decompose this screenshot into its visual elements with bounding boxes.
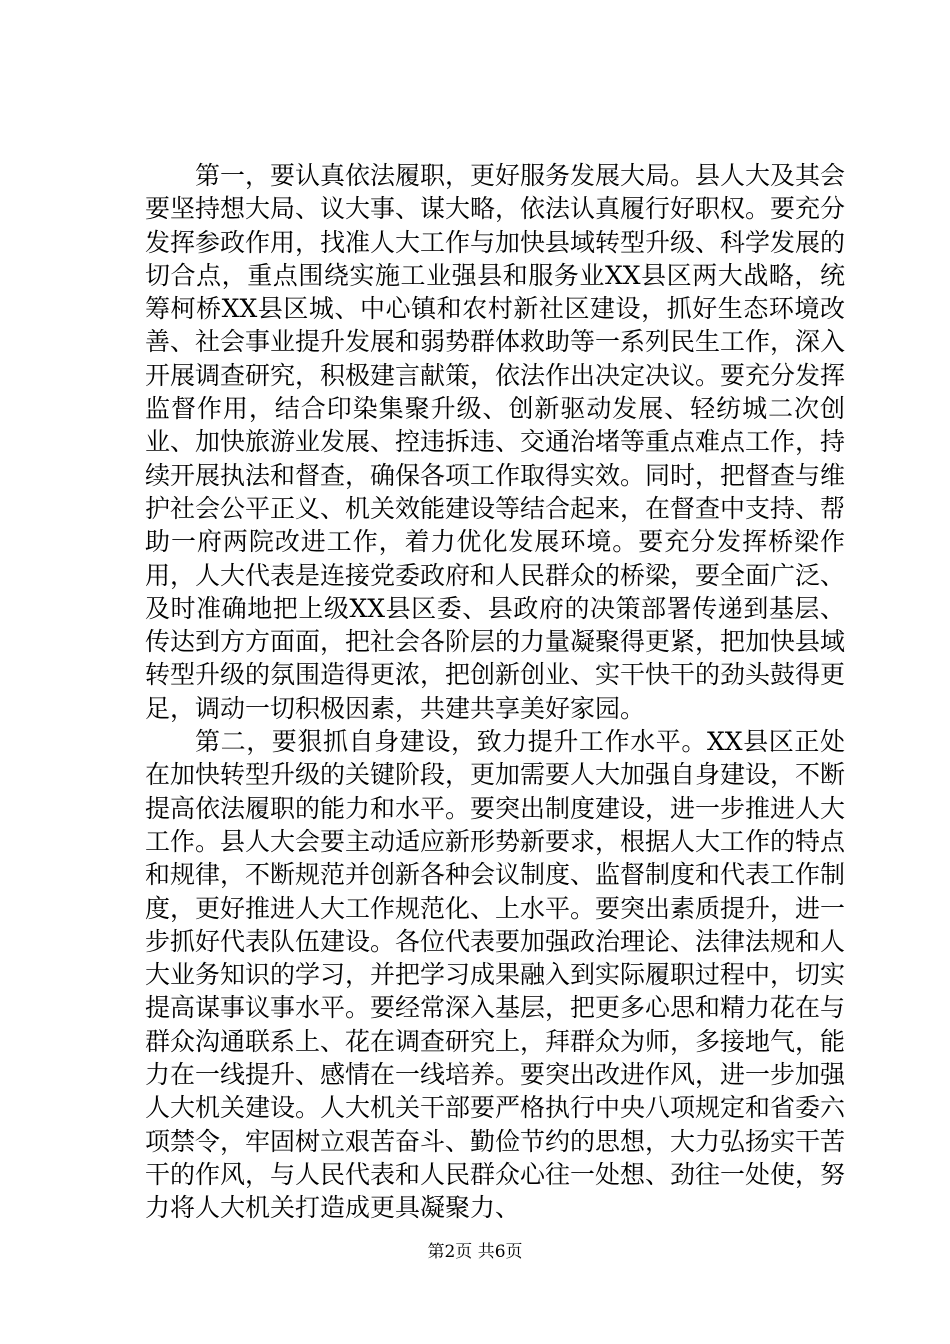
paragraph-1: 第一，要认真依法履职，更好服务发展大局。县人大及其会要坚持想大局、议大事、谋大略，依法认真履行好职权。要充分发挥参政作用，找准人大工作与加快县域转型升级、科学发展的切合点，重点围绕实施工业强县和服务业XX县区两大战略，统筹柯桥XX县区城、中心镇和农村新社区建设，抓好生态环境改善、社会事业提升发展和弱势群体救助等一系列民生工作，深入开展调查研究，积极建言献策，依法作出决定决议。要充分发挥监督作用，结合印染集聚升级、创新驱动发展、轻纺城二次创业、加快旅游业发展、控违拆违、交通治堵等重点难点工作，持续开展执法和督查，确保各项工作取得实效。同时，把督查与维护社会公平正义、机关效能建设等结合起来，在督查中支持、帮助一府两院改进工作，着力优化发展环境。要充分发挥桥梁作用，人大代表是连接党委政府和人民群众的桥梁，要全面广泛、及时准确地把上级XX县区委、县政府的决策部署传递到基层、传达到方方面面，把社会各阶层的力量凝聚得更紧，把加快县域转型升级的氛围造得更浓，把创新创业、实干快干的劲头鼓得更足，调动一切积极因素，共建共享美好家园。 bbox=[145, 161, 846, 723]
page-number-footer: 第2页 共6页 bbox=[427, 1242, 523, 1262]
paragraph-2: 第二，要狠抓自身建设，致力提升工作水平。XX县区正处在加快转型升级的关键阶段，更加需要人大加强自身建设，不断提高依法履职的能力和水平。要突出制度建设，进一步推进人大工作。县人大会要主动适应新形势新要求，根据人大工作的特点和规律，不断规范并创新各种会议制度、监督制度和代表工作制度，更好推进人大工作规范化、上水平。要突出素质提升，进一步抓好代表队伍建设。各位代表要加强政治理论、法律法规和人大业务知识的学习，并把学习成果融入到实际履职过程中，切实提高谋事议事水平。要经常深入基层，把更多心思和精力花在与群众沟通联系上、花在调查研究上，拜群众为师，多接地气，能力在一线提升、感情在一线培养。要突出改进作风，进一步加强人大机关建设。人大机关干部要严格执行中央八项规定和省委六项禁令，牢固树立艰苦奋斗、勤俭节约的思想，大力弘扬实干苦干的作风，与人民代表和人民群众心往一处想、劲往一处使，努力将人大机关打造成更具凝聚力、 bbox=[145, 727, 846, 1223]
document-body bbox=[145, 159, 845, 1225]
